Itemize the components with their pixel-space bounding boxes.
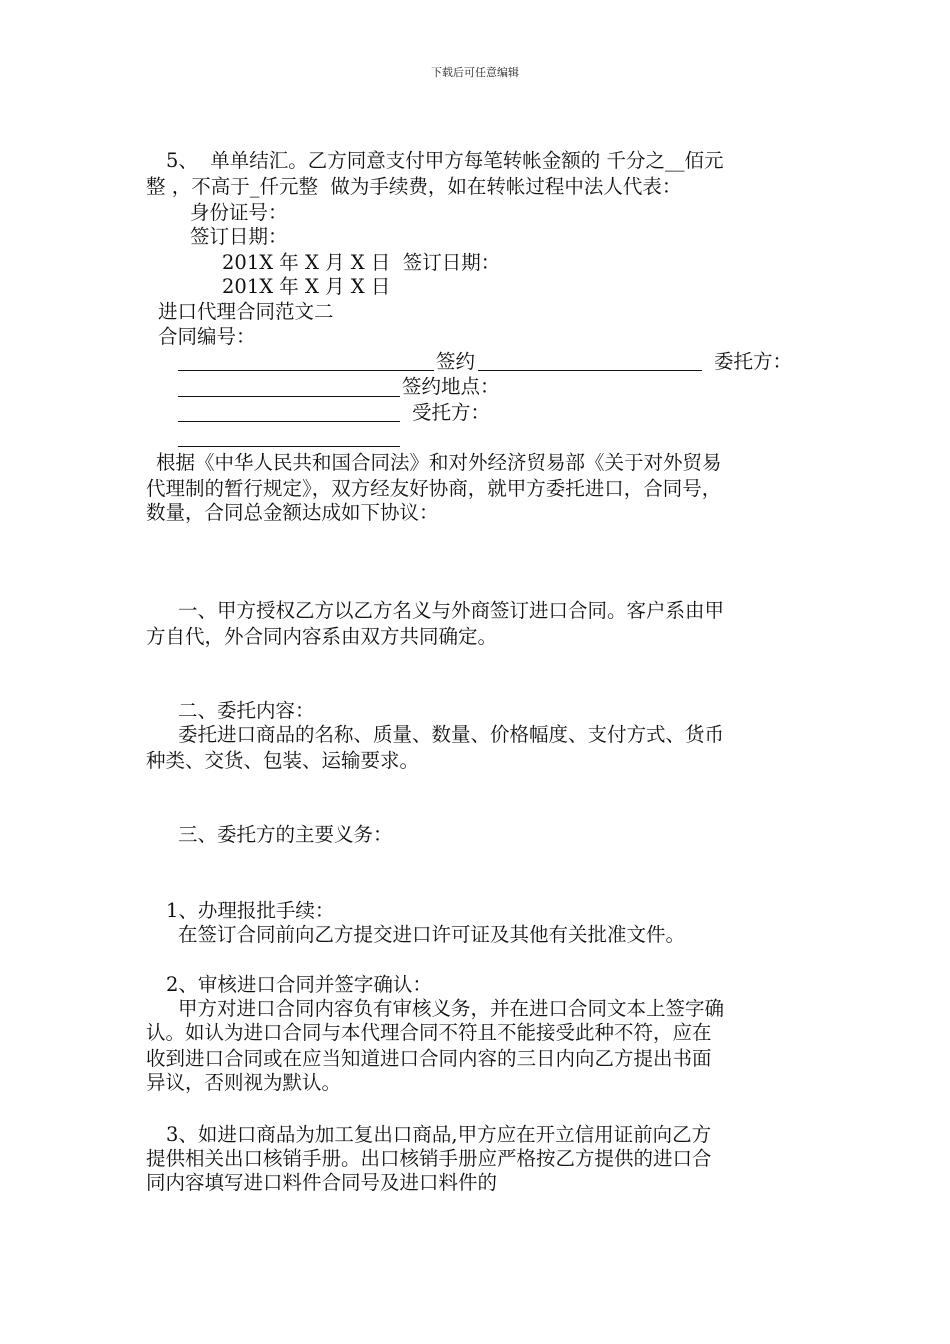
blank-line [178,428,400,447]
item2-line-2: 认。如认为进口合同与本代理合同不符且不能接受此种不符，应在 [146,1021,712,1044]
sign-label: 签约 [436,350,476,373]
agent-label: 受托方： [412,401,491,424]
blank-line [478,352,702,371]
sec5-line-2: 整 ，不高于_仟元整 做为手续费，如在转帐过程中法人代表： [146,175,682,198]
page-header-note: 下载后可任意编辑 [431,66,519,79]
contract-number-label: 合同编号： [158,325,256,348]
sign-place-label: 签约地点： [402,375,500,398]
document-title: 进口代理合同范文二 [158,300,334,323]
date-line-1: 201X 年 X 月 X 日 签订日期： [222,251,501,274]
blank-line [178,352,434,371]
basis-line-3: 数量，合同总金额达成如下协议： [146,501,439,524]
item3-line-1: 3、如进口商品为加工复出口商品,甲方应在开立信用证前向乙方 [166,1123,712,1146]
item2-title: 2、审核进口合同并签字确认： [166,973,432,996]
item1-title: 1、办理报批手续： [166,899,335,922]
article1-line-2: 方自代，外合同内容系由双方共同确定。 [146,625,498,648]
article3-title: 三、委托方的主要义务： [178,823,393,846]
item2-line-1: 甲方对进口合同内容负有审核义务，并在进口合同文本上签字确 [178,997,725,1020]
basis-line-1: 根据《中华人民共和国合同法》和对外经济贸易部《关于对外贸易 [156,451,722,474]
article2-line-1: 委托进口商品的名称、质量、数量、价格幅度、支付方式、货币 [178,723,725,746]
item1-line-1: 在签订合同前向乙方提交进口许可证及其他有关批准文件。 [178,923,686,946]
article1-line-1: 一、甲方授权乙方以乙方名义与外商签订进口合同。客户系由甲 [178,599,725,622]
item2-line-3: 收到进口合同或在应当知道进口合同内容的三日内向乙方提出书面 [146,1047,712,1070]
blank-line [178,378,400,397]
basis-line-2: 代理制的暂行规定》，双方经友好协商，就甲方委托进口，合同号， [146,477,722,500]
client-label: 委托方： [714,350,793,373]
item2-line-4: 异议，否则视为默认。 [146,1071,342,1094]
id-number-label: 身份证号： [190,201,288,224]
date-line-2: 201X 年 X 月 X 日 [222,275,391,298]
sign-date-label: 签订日期： [190,225,288,248]
item3-line-3: 同内容填写进口料件合同号及进口料件的 [146,1171,498,1194]
article2-line-2: 种类、交货、包装、运输要求。 [146,749,420,772]
article2-title: 二、委托内容： [178,699,315,722]
item3-line-2: 提供相关出口核销手册。出口核销手册应严格按乙方提供的进口合 [146,1147,712,1170]
blank-line [178,403,400,422]
sec5-line-1: 5、 单单结汇。乙方同意支付甲方每笔转帐金额的 千分之__佰元 [166,149,724,172]
